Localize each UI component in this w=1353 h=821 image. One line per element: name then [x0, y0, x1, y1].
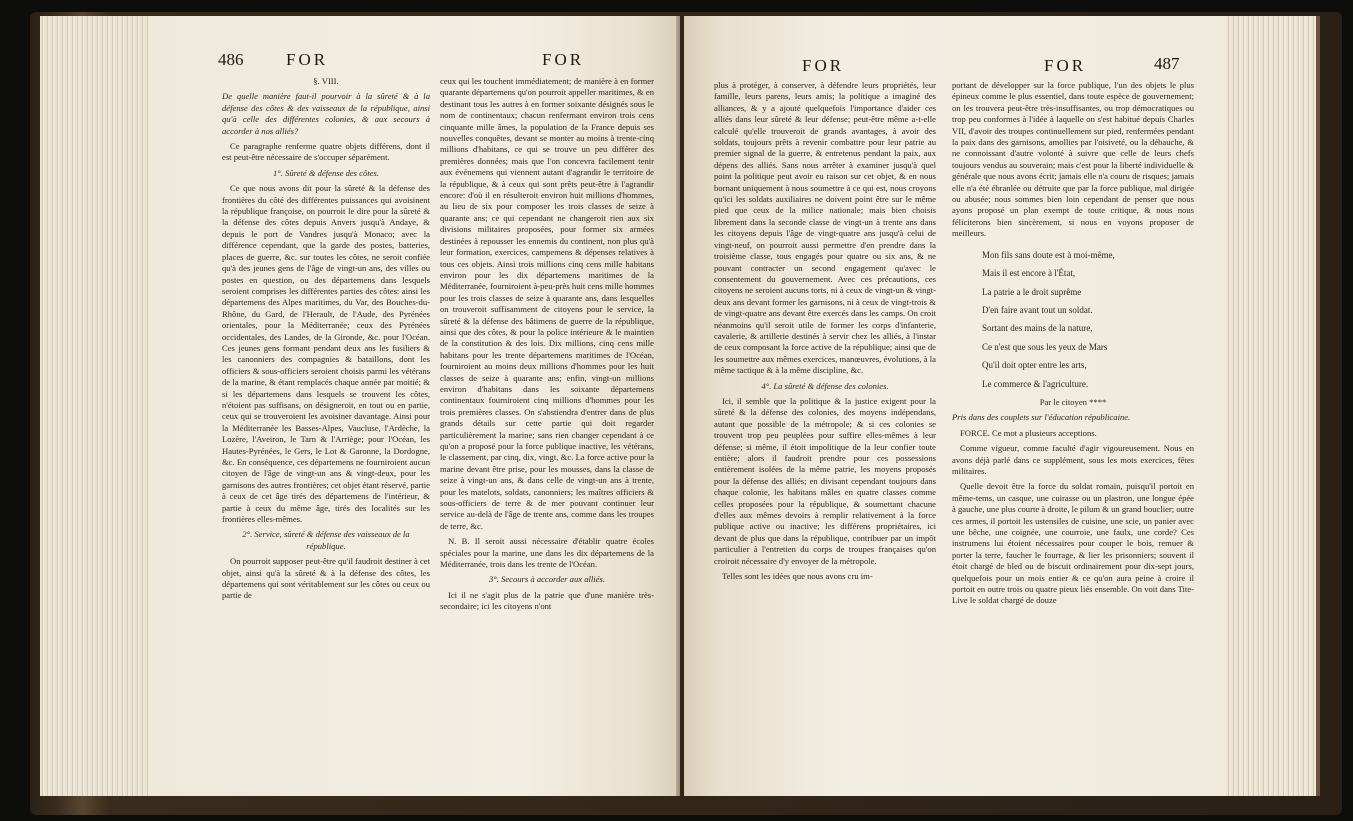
- verse-line: D'en faire avant tout un soldat.: [982, 304, 1093, 315]
- verse-line: Ce n'est que sous les yeux de Mars: [982, 341, 1108, 352]
- question: De quelle manière faut-il pourvoir à la sûreté & à la défense des côtes & des vaisseaux de la république, ainsi qu'à celle des différentes colonies, & aux secours à accorder à nos alliés?: [222, 91, 430, 136]
- section-heading: §. VIII.: [313, 76, 339, 86]
- paragraph: Telles sont les idées que nous avons cru im-: [722, 571, 873, 582]
- paragraph: portant de développer sur la force publique, l'un des objets le plus épineux comme le plus essentiel, dans toute espèce de gouvernement; on les trouvera peut-être très-insuffisantes, ou trop démocratiques ou trop peu conformes à l'idée à laquelle on s'est habitué depuis Charles VII, d'avoir des troupes continuellement sur pied, renfermées pendant la paix dans des garnisons, amollies par l'oisiveté, ou la débauche, & ne connoissant d'autre volonté à suivre que celle de leurs chefs toujours vendus au souverain; mais c'est pour la liberté individuelle & générale que nous avons écrit; jamais elle n'a couru de risques; jamais elle n'a été ébranlée ou détruite que par la force publique, mal dirigée ou abusée; nous sommes bien loin cependant de penser que nous ayons proposé un plan exempt de toute critique, & nous nous féliciterons bien sincèrement, si nous en voyons proposer de meilleurs.: [952, 80, 1194, 239]
- left-page-column-1: [222, 76, 430, 606]
- source-note: Pris dans des couplets sur l'éducation républicaine.: [952, 412, 1131, 423]
- page-number: 486: [218, 50, 244, 69]
- subheading: 1°. Sûreté & défense des côtes.: [273, 167, 379, 178]
- right-page-column-2: [952, 80, 1194, 611]
- paragraph: ceux qui les touchent immédiatement; de manière à en former quarante départemens qu'on pourroit appeller maritimes, & en destinant tous les autres à en former soixante désignés sous le nom de continentaux; chacun renfermant environ trois cens cinquante mille âmes, la population de la France depuis ses nouvelles conquêtes, devant se monter au moins à trente-cinq millions d'habitans, ce qui se trouve un peu différer des premières données; mais que l'on concevra facilement tenir aux événemens qui viennent autant d'agrandir le territoire de la république, & à ceux qui sont prêts peut-être à l'agrandir encore: d'où il en résulteroit environ huit millions d'hommes, au lieu de six pour composer les trois classes de seize à quarante ans; ce qui cependant ne changeroit rien aux six divisions militaires proposées, pour former six armées destinées à repousser les ennemis du continent, non plus qu'à leur formation, exercices, campemens & dépenses relatives à tous ces objets. Ainsi trois millions cinq cens mille habitans environ pour les dix départemens maritimes de la Méditerranée, fourniroient à-peu-près huit cens mille hommes pour les trois classes de seize à quarante ans, dans lesquelles on trouveroit suffisamment de citoyens pour le service, la sûreté & la défense des bâtimens de guerre de la république, ainsi que des côtes, & pour la police intérieure & le maintien de la constitution & des lois. Dix millions, cinq cens mille habitans pour les trente départemens maritimes de l'Océan, fourniroient au moins deux millions d'hommes pour les huit classes de seize à quarante ans; enfin, vingt-un millions environ d'habitans dans les soixante départemens continentaux fourniroient cinq millions d'hommes pour les trois premières classes. On s'abstiendra d'entrer dans de plus grands détails sur cette partie qui doit regarder particulièrement la marine; sans rien changer cependant à ce qu'on a proposé pour la force publique inactive, les vétérans, le classement, par cinq, dix, vingt, &c. La force active pour la marine devant être prise, pour les mousses, dans la classe de seize à vingt-un ans, & dans celle de vingt-un ans à trente, pour les matelots, soldats, canonniers; les maîtres officiers & sous-officiers de terre & de mer pouvant continuer leur service au-delà de l'âge de trente ans, comme dans les troupes de terre, &c.: [440, 76, 654, 531]
- page-number: 487: [1154, 54, 1180, 73]
- running-head: FOR: [1044, 56, 1087, 75]
- paragraph: Ce que nous avons dit pour la sûreté & la défense des frontières du côté des différentes puissances qui avoisinent la république françoise, on pourroit le dire pour la sûreté & la défense des côtes depuis Anvers jusqu'à Andaye, & depuis le port de Vandres jusqu'à Monaco; avec la différence cependant, que la garde des postes, batteries, places de guerre, &c. sur toutes les côtes, ne seroit confiée qu'à des jeunes gens de l'âge de vingt-un ans, des villes ou postes en question, ou des départemens dans lesquels seroient comprises les différentes parties des côtes: ainsi les départemens des Alpes maritimes, du Var, des Bouches-du-Rhône, du Gard, de l'Herault, de l'Aude, des Pyrénées orientales, pour la Méditerranée; ceux des Pyrénées occidentales, des Landes, de la Gironde, &c. pour l'Océan. Ces jeunes gens formant pendant deux ans les fusiliers & les canonniers des compagnies & bataillons, dont les officiers & sous-officiers seroient choisis parmi les vétérans de la marine, & étant remplacés chaque année par moitié; & si les départemens dans lesquels se trouvent les côtes, n'étoient pas suffisans, on désigneroit, en tout ou en partie, ceux qui se trouveroient les avoisiner davantage. Ainsi pour la Méditerranée les Basses-Alpes, Vaucluse, l'Ardèche, la Lozère, l'Aveiron, le Tarn & l'Arriège; pour l'Océan, les Hautes-Pyrénées, le Gers, le Lot & Garonne, la Dordogne, &c. En conséquence, ces départemens ne fourniroient aucun citoyen de l'âge de vingt-un ans & vingt-deux, pour les garnisons des autres frontières; cet objet étant réservé, partie à ceux de cet âge tirés des départemens de l'intérieur, & partie à ceux du même âge, tirés des localités sur les frontières elles-mêmes.: [222, 183, 430, 525]
- paragraph: Ici il ne s'agit plus de la patrie que d'une manière très-secondaire; ici les citoyens n'ont: [440, 589, 654, 612]
- paragraph: Quelle devoit être la force du soldat romain, puisqu'il portoit en même-tems, un casque, une cuirasse ou un plastron, une longue épée à gauche, une plus courte à droite, le pilum & un grand bouclier; outre ces armes, il portoit les ustensiles de cuisine, une scie, un panier avec une bêche, une coignée, une courroie, une faulx, une corde? Ces instrumens lui étoient nécessaires pour couper le bois, remuer & porter la terre, faucher le fourrage, & lier les prisonniers; souvent il étoit chargé de bled ou de biscuit ordinairement pour dix-sept jours, quelquefois pour un mois entier & ce qu'on aura peine à croire il portoit en outre trois ou quatre pieux liés ensemble. On voit dans Tite-Live le soldat chargé de douze: [952, 481, 1194, 606]
- paragraph: Comme vigueur, comme faculté d'agir vigoureusement. Nous en avons déjà parlé dans ce supplément, sous les mots exercices, fêtes militaires.: [952, 443, 1194, 476]
- signature: Par le citoyen ****: [1039, 396, 1107, 407]
- paragraph: On pourroit supposer peut-être qu'il faudroit destiner à cet objet, ainsi qu'à la sûreté & à la défense des côtes, les départemens qui sont véritablement sur les côtes ou ceux ou partie de: [222, 556, 430, 601]
- left-page-column-2: [440, 76, 654, 617]
- paragraph: N. B. Il seroit aussi nécessaire d'établir quatre écoles spéciales pour la marine, une dans les dix départemens de la Méditerranée, trois dans les trente de l'Océan.: [440, 536, 654, 570]
- verse-line: Mais il est encore à l'État,: [982, 268, 1076, 279]
- running-head: FOR: [286, 50, 329, 69]
- right-page-column-1: [714, 80, 936, 586]
- verse-line: Qu'il doit opter entre les arts,: [982, 360, 1087, 371]
- left-page-edges: [40, 16, 148, 796]
- paragraph: FORCE. Ce mot a plusieurs acceptions.: [960, 427, 1097, 438]
- right-page: [684, 16, 1226, 796]
- paragraph: Ici, il semble que la politique & la justice exigent pour la sûreté & la défense des colonies, des moyens indépendans, autant que possible de la métropole; & si ces colonies se trouvent trop peu peuplées pour suffire elles-mêmes à leur défense; si même, il étoit impolitique de la leur confier toute entière; alors il faudroit prendre pour ces possessions entièrement isolées de la même patrie, les moyens proposés pour la défense des alliés; en divisant cependant toujours dans chaque colonie, les habitans mâles en quatre classes comme celles proposées pour la république, & soumettant chacune d'elles aux mêmes devoirs à remplir relativement à la force publique active ou inactive; les différens propriétaires, ici devant de plus que dans la république, contribuer par un impôt particulier à l'entretien du corps de troupes françaises qu'on croiroit nécessaire d'y envoyer de la métropole.: [714, 395, 936, 566]
- subheading: 2°. Service, sûreté & défense des vaisseaux de la république.: [242, 529, 410, 551]
- verse-line: Sortant des mains de la nature,: [982, 323, 1093, 334]
- verse-line: Le commerce & l'agriculture.: [982, 378, 1089, 389]
- running-head: FOR: [542, 50, 585, 69]
- verse-line: La patrie a le droit suprême: [982, 286, 1082, 297]
- right-page-edges: [1226, 16, 1320, 796]
- subheading: 3°. Secours à accorder aux alliés.: [488, 574, 605, 585]
- paragraph: Ce paragraphe renferme quatre objets différens, dont il est peut-être nécessaire de s'occuper séparément.: [222, 141, 430, 163]
- running-head: FOR: [802, 56, 845, 75]
- subheading: 4°. La sûreté & défense des colonies.: [761, 380, 889, 391]
- left-page: [148, 16, 680, 796]
- paragraph: plus à protéger, à conserver, à défendre leurs propriétés, leur famille, leurs parens, leurs amis; la politique a imaginé des alliances, & y a ajouté quelquefois l'importance d'aider ces alliés dans leur sûreté & leur défense; peut-être même a-t-elle calculé qu'elle trouveroit de grands avantages, à avoir des soldats, toujours prêts à revenir combattre pour leur patrie au premier signal de la guerre, & entretenus pendant la paix, aux dépens des alliés. Sans nous arrêter à examiner jusqu'à quel point la politique peut avoir eu raison sur cet objet, & en nous bornant uniquement à nous soumettre à ce qui est, nous croyons qu'ici les soldats auxiliaires ne doivent point être sur le même pied que ceux de la milice nationale; mais bien choisis librement dans la seconde classe de vingt-un à trente ans dans les citoyens depuis l'âge de vingt-quatre ans jusqu'à celui de vingt-neuf, on pourroit aussi permettre d'en prendre dans la troisième classe, tous engagés pour quatre ou six ans, & ne pouvant contracter un second engagement qu'avec le consentement du gouvernement. Avec ces précautions, ces citoyens ne seroient aucuns torts, ni à ceux de vingt-un & vingt-deux ans devant former les garnisons, ni à ceux de vingt-trois & de vingt-quatre ans devant être exercés dans les camps. On croit néanmoins qu'il seroit utile de former les corps d'infanterie, cavalerie, & artillerie destinés à servir chez les alliés, à l'instar de ceux composant la force active de la république; ainsi que de les soumettre aux mêmes exercices, manœuvres, évolutions, à la même tactique & à la même discipline, &c.: [714, 80, 936, 376]
- verse-line: Mon fils sans doute est à moi-même,: [982, 249, 1115, 260]
